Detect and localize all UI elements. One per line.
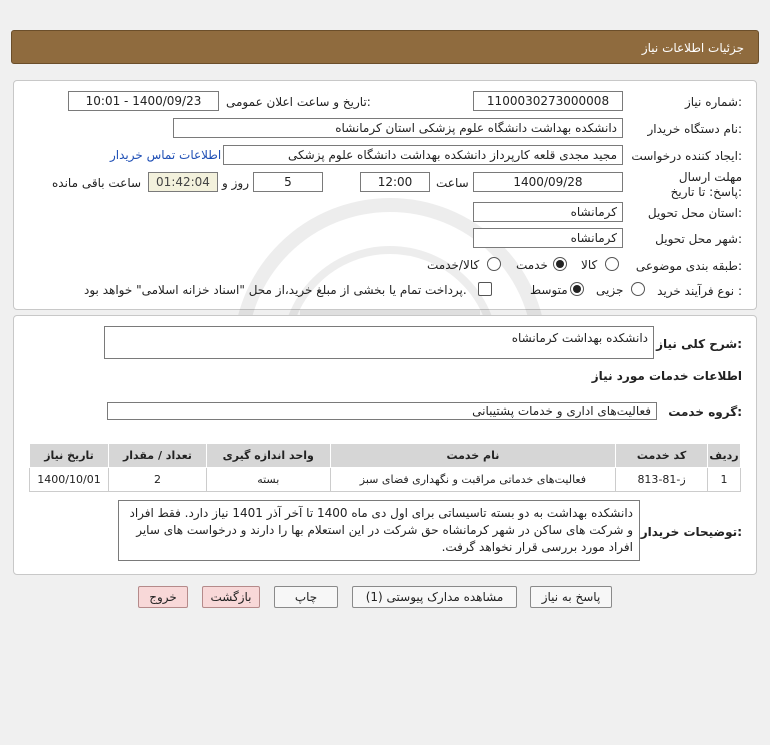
announce-datetime-label: تاریخ و ساعت اعلان عمومی:: [226, 95, 371, 109]
treasury-bonds-note: پرداخت تمام یا بخشی از مبلغ خرید،از محل "اسناد خزانه اسلامی" خواهد بود.: [84, 283, 467, 297]
category-radio-goods[interactable]: [605, 257, 619, 271]
buyer-notes-label: توضیحات خریدار:: [640, 525, 742, 539]
process-radio-medium[interactable]: [570, 282, 584, 296]
category-option-goods: کالا: [581, 258, 598, 272]
deadline-time-field: 12:00: [360, 172, 430, 192]
category-radio-service[interactable]: [553, 257, 567, 271]
buyer-notes-field: دانشکده بهداشت به دو بسته تاسیساتی برای اول دی ماه 1400 تا آخر آذر 1401 نیاز دارد. فقط افراد و شرکت های ساکن در شهر کرمانشاه حق شرکت در این استعلام بها را دارند و درخواست های سایر افراد مورد بررسی قرار نخواهد گرفت.: [118, 500, 640, 561]
summary-label: شرح کلی نیاز:: [656, 337, 742, 351]
announce-datetime-field: 1400/09/23 - 10:01: [68, 91, 219, 111]
summary-field: دانشکده بهداشت کرمانشاه: [104, 326, 654, 359]
purchase-process-label: نوع فرآیند خرید :: [657, 284, 742, 298]
table-header-row: [30, 444, 741, 468]
cell-row-number: 1: [708, 468, 741, 492]
category-option-service: خدمت: [516, 258, 548, 272]
col-quantity: تعداد / مقدار: [109, 444, 207, 468]
deadline-label: مهلت ارسال پاسخ: تا تاریخ:: [670, 170, 742, 199]
exit-button[interactable]: خروج: [138, 586, 188, 608]
cell-unit: بسته: [206, 468, 330, 492]
services-table: [29, 443, 741, 492]
deadline-time-label: ساعت: [436, 176, 469, 190]
delivery-city-label: شهر محل تحویل:: [655, 232, 742, 246]
reply-button[interactable]: پاسخ به نیاز: [530, 586, 612, 608]
cell-quantity: 2: [109, 468, 207, 492]
remaining-time-label: ساعت باقی مانده: [52, 176, 142, 190]
need-number-field: 1100030273000008: [473, 91, 623, 111]
need-number-label: شماره نیاز:: [684, 95, 742, 109]
process-option-medium: متوسط: [530, 283, 568, 297]
need-info-panel: [13, 80, 757, 310]
deadline-date-field: 1400/09/28: [473, 172, 623, 192]
requester-field: مجید مجدی قلعه کارپرداز دانشکده بهداشت دانشگاه علوم پزشکی: [223, 145, 623, 165]
deadline-days-field: 5: [253, 172, 323, 192]
service-group-label: گروه خدمت:: [668, 405, 742, 419]
services-heading: اطلاعات خدمات مورد نیاز: [591, 369, 742, 383]
col-unit: واحد اندازه گیری: [206, 444, 330, 468]
cell-service-code: ز-81-813: [616, 468, 708, 492]
col-row-number: ردیف: [708, 444, 741, 468]
col-service-name: نام خدمت: [330, 444, 615, 468]
delivery-province-field: کرمانشاه: [473, 202, 623, 222]
col-service-code: کد خدمت: [616, 444, 708, 468]
buyer-contact-link[interactable]: اطلاعات تماس خریدار: [110, 148, 222, 162]
view-attachments-button[interactable]: مشاهده مدارک پیوستی (1): [352, 586, 517, 608]
buyer-org-label: نام دستگاه خریدار:: [647, 122, 742, 136]
delivery-province-label: استان محل تحویل:: [647, 206, 742, 220]
process-radio-minor[interactable]: [631, 282, 645, 296]
category-option-goods-service: کالا/خدمت: [427, 258, 480, 272]
category-radio-goods-service[interactable]: [487, 257, 501, 271]
process-option-minor: جزیی: [596, 283, 624, 297]
remaining-time-field: 01:42:04: [148, 172, 218, 192]
col-need-date: تاریخ نیاز: [30, 444, 109, 468]
print-button[interactable]: چاپ: [274, 586, 338, 608]
page-title: جزئیات اطلاعات نیاز: [641, 41, 744, 55]
service-group-field: فعالیت‌های اداری و خدمات پشتیبانی: [107, 402, 657, 420]
delivery-city-field: کرمانشاه: [473, 228, 623, 248]
buyer-org-field: دانشکده بهداشت دانشگاه علوم پزشکی استان کرمانشاه: [173, 118, 623, 138]
category-label: طبقه بندی موضوعی:: [635, 259, 742, 273]
table-row: [30, 468, 741, 492]
page-header: [11, 30, 759, 64]
requester-label: ایجاد کننده درخواست:: [631, 149, 742, 163]
cell-need-date: 1400/10/01: [30, 468, 109, 492]
back-button[interactable]: بازگشت: [202, 586, 260, 608]
deadline-days-label: روز و: [222, 176, 249, 190]
treasury-bonds-checkbox[interactable]: [478, 282, 492, 296]
cell-service-name: فعالیت‌های خدماتی مراقبت و نگهداری فضای سبز: [330, 468, 615, 492]
